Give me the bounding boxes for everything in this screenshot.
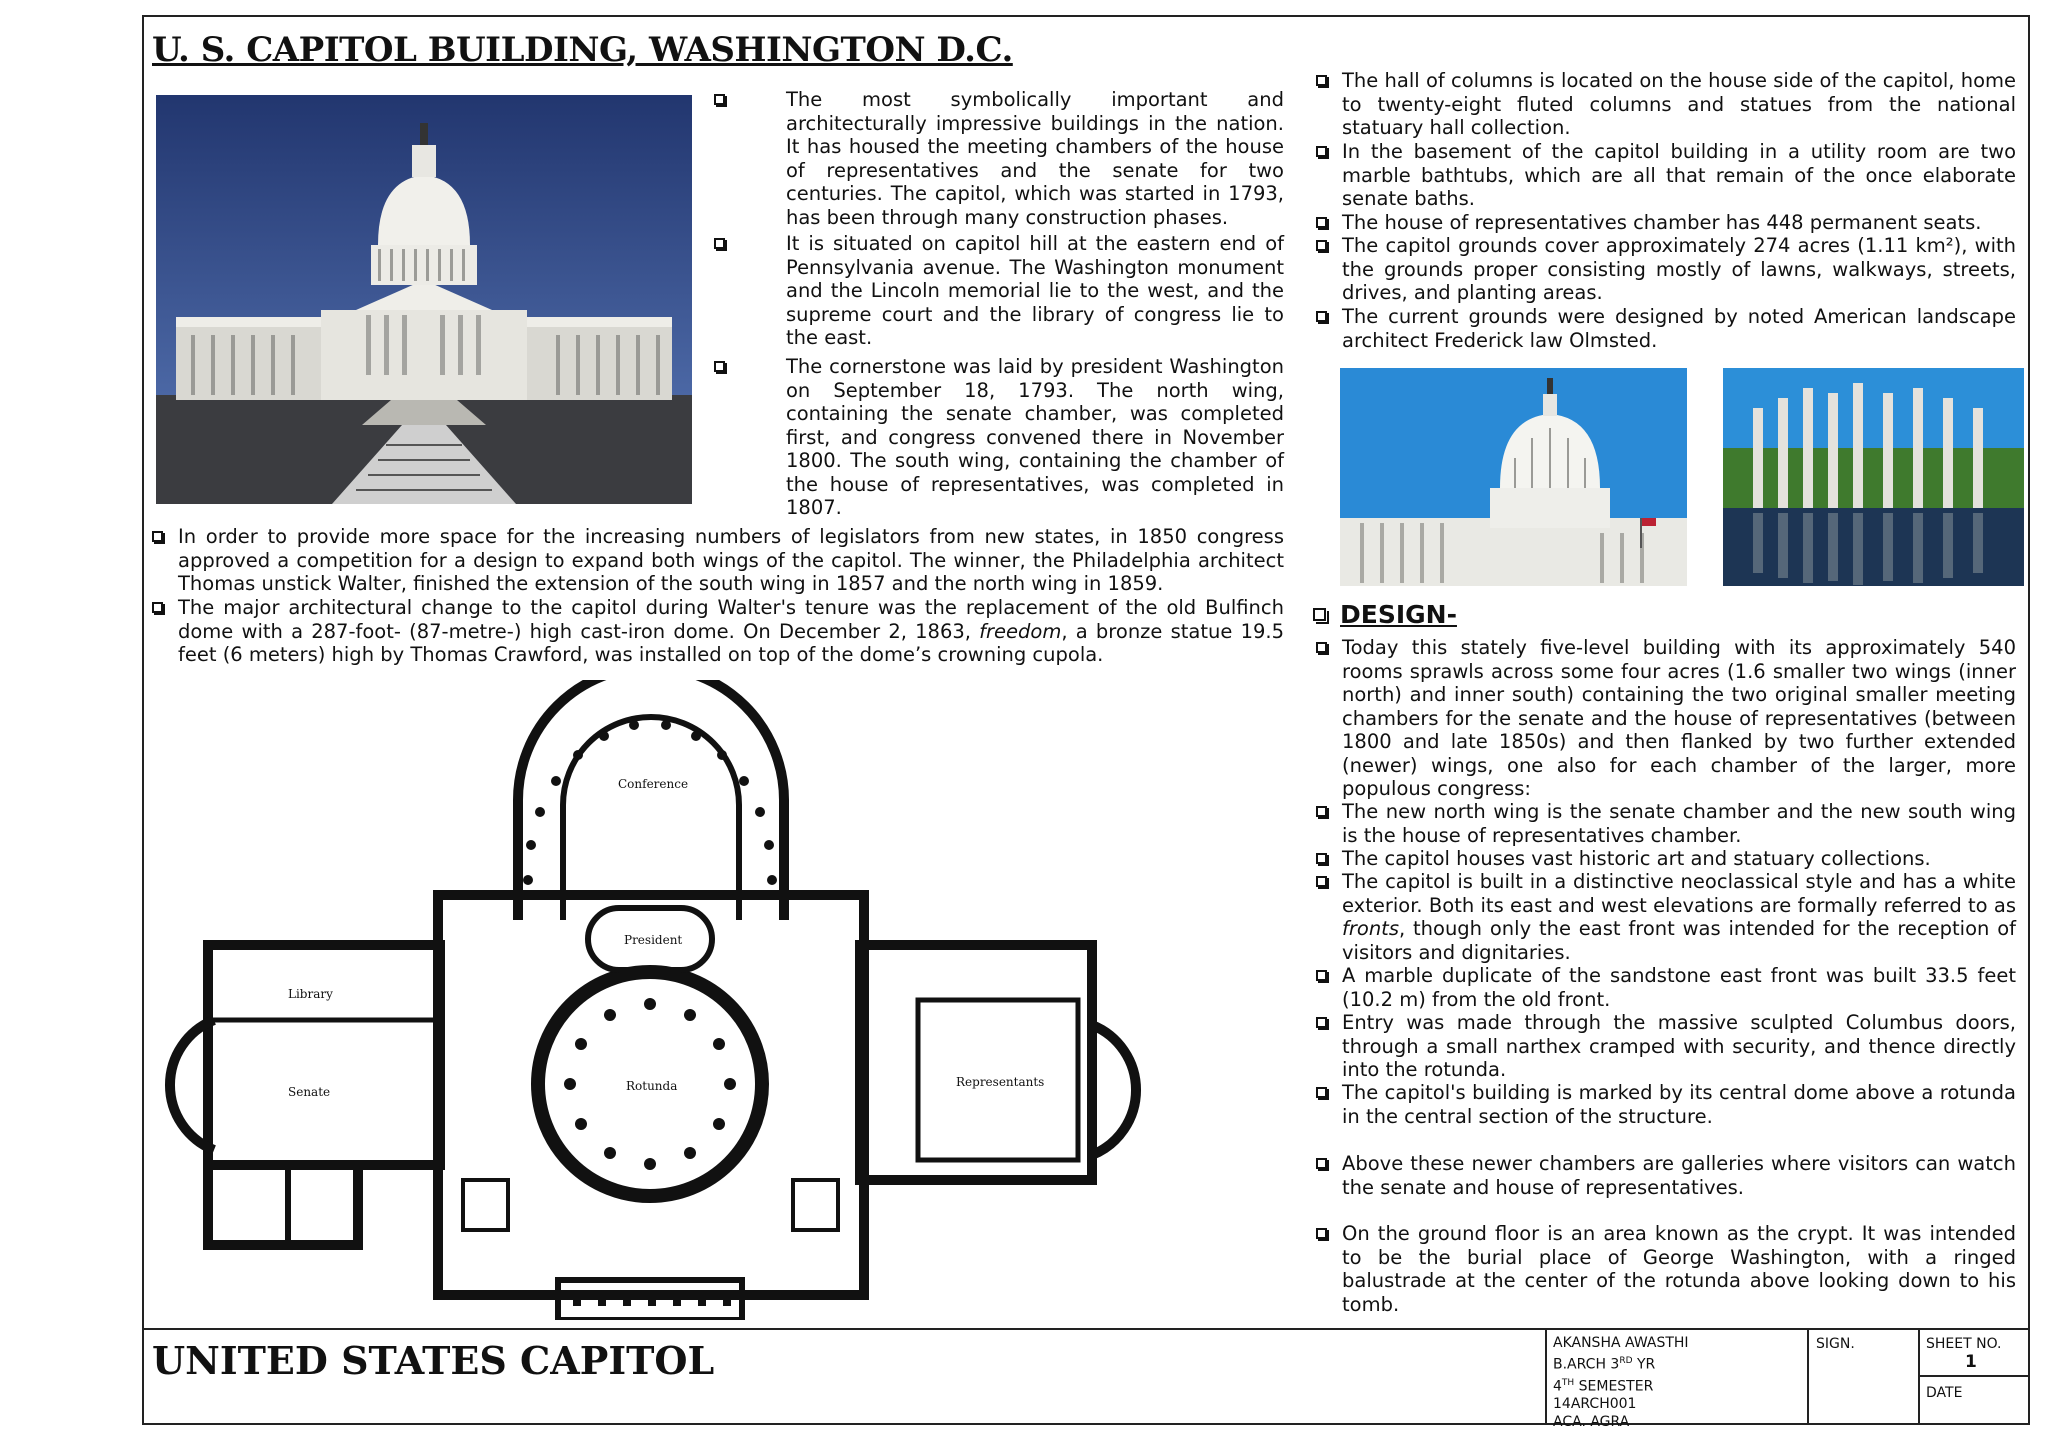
- sheet-no-value: 1: [1965, 1352, 1977, 1372]
- checkbox-bullet-icon: [714, 238, 725, 249]
- checkbox-bullet-icon: [714, 94, 725, 105]
- list-item: In order to provide more space for the increasing numbers of legislators from new states, in 1850 congress approved a competition for a design to expand both wings of the capitol. The winner, the Philadelphia architect Thomas unstick Walter, finished the extension of the south wing in 1857 and the north wing in 1859.: [152, 525, 1284, 596]
- list-item: The most symbolically important and architecturally impressive buildings in the nation. It has housed the meeting chambers of the house of representatives and the senate for two centuries. The capitol, which was started in 1793, has been through many construction phases.: [714, 88, 1284, 229]
- checkbox-bullet-icon: [1316, 1087, 1327, 1098]
- checkbox-bullet-icon: [1316, 217, 1327, 228]
- capitol-dome-photo: [1340, 368, 1687, 586]
- list-item: The new north wing is the senate chamber and the new south wing is the house of representatives chamber.: [1316, 800, 2016, 847]
- list-item: The major architectural change to the capitol during Walter's tenure was the replacement of the old Bulfinch dome with a 287-foot- (87-metre-) high cast-iron dome. On December 2, 1863, freedom, a bronze statue 19.5 feet (6 meters) high by Thomas Crawford, was installed on top of the dome’s crowning cupola.: [152, 596, 1284, 667]
- list-item: The hall of columns is located on the house side of the capitol, home to twenty-eight fluted columns and statues from the national statuary hall collection.: [1316, 69, 2016, 140]
- plan-label-conference: Conference: [618, 777, 689, 791]
- title-block-info: AKANSHA AWASTHI B.ARCH 3RD YR 4TH SEMESTER 14ARCH001 ACA. AGRA: [1553, 1335, 1689, 1431]
- checkbox-bullet-icon: [152, 602, 163, 613]
- checkbox-bullet-icon: [1316, 240, 1327, 251]
- list-item: The capitol is built in a distinctive neoclassical style and has a white exterior. Both its east and west elevations are formally referred to as fronts, though only the east front was intended for the reception of visitors and dignitaries.: [1316, 870, 2016, 964]
- list-item: The capitol grounds cover approximately 274 acres (1.11 km²), with the grounds proper consisting mostly of lawns, walkways, streets, drives, and planting areas.: [1316, 234, 2016, 305]
- list-item: It is situated on capitol hill at the eastern end of Pennsylvania avenue. The Washington monument and the Lincoln memorial lie to the west, and the supreme court and the library of congress lie to the east.: [714, 232, 1284, 350]
- checkbox-bullet-icon: [1316, 853, 1327, 864]
- title-block-divider: [1807, 1328, 1809, 1425]
- sheet-no-label: SHEET NO.: [1926, 1336, 2002, 1352]
- plan-label-library: Library: [288, 987, 333, 1001]
- checkbox-bullet-icon: [1316, 1228, 1327, 1239]
- checkbox-bullet-icon: [1316, 1017, 1327, 1028]
- list-item: Today this stately five-level building with its approximately 540 rooms sprawls across some four acres (1.6 smaller two wings (inner north) and inner south) containing the two original smaller meeting chambers for the senate and the house of representatives (between 1800 and late 1850s) and then flanked by two further extended (newer) wings, one also for each chamber of the larger, more populous congress:: [1316, 636, 2016, 801]
- list-item: Entry was made through the massive sculpted Columbus doors, through a small narthex cramped with security, and thence directly into the rotunda.: [1316, 1011, 2016, 1082]
- title-block-divider: [1545, 1328, 1547, 1425]
- list-item: The capitol's building is marked by its central dome above a rotunda in the central section of the structure.: [1316, 1081, 2016, 1128]
- list-item: The capitol houses vast historic art and statuary collections.: [1316, 847, 2016, 871]
- list-item: The current grounds were designed by noted American landscape architect Frederick law Olmsted.: [1316, 305, 2016, 352]
- plan-label-president: President: [624, 933, 683, 947]
- floor-plan-drawing: [148, 680, 1158, 1320]
- title-block-divider: [1918, 1375, 2030, 1377]
- list-item: The house of representatives chamber has 448 permanent seats.: [1316, 211, 2016, 235]
- list-item: Above these newer chambers are galleries where visitors can watch the senate and house of representatives.: [1316, 1152, 2016, 1199]
- checkbox-bullet-icon: [1316, 1158, 1327, 1169]
- design-heading: DESIGN-: [1313, 600, 1457, 629]
- checkbox-bullet-icon: [1316, 876, 1327, 887]
- sign-label: SIGN.: [1816, 1336, 1855, 1352]
- plan-label-senate: Senate: [288, 1085, 331, 1099]
- checkbox-bullet-icon: [152, 531, 163, 542]
- page-title: U. S. CAPITOL BUILDING, WASHINGTON D.C.: [152, 30, 1013, 70]
- title-block-main: UNITED STATES CAPITOL: [152, 1338, 715, 1383]
- columns-photo: [1723, 368, 2024, 586]
- checkbox-bullet-icon: [714, 361, 725, 372]
- capitol-photo: [156, 95, 692, 504]
- checkbox-bullet-icon: [1313, 608, 1326, 621]
- checkbox-bullet-icon: [1316, 146, 1327, 157]
- list-item: The cornerstone was laid by president Washington on September 18, 1793. The north wing, containing the senate chamber, was completed first, and congress convened there in November 1800. The south wing, containing the chamber of the house of representatives, was completed in 1807.: [714, 355, 1284, 520]
- checkbox-bullet-icon: [1316, 311, 1327, 322]
- list-item: In the basement of the capitol building in a utility room are two marble bathtubs, which are all that remain of the once elaborate senate baths.: [1316, 140, 2016, 211]
- list-item: A marble duplicate of the sandstone east front was built 33.5 feet (10.2 m) from the old front.: [1316, 964, 2016, 1011]
- plan-label-representants: Representants: [956, 1075, 1045, 1089]
- title-block-divider: [142, 1328, 2030, 1330]
- list-item: On the ground floor is an area known as the crypt. It was intended to be the burial place of George Washington, with a ringed balustrade at the center of the rotunda above looking down to his tomb.: [1316, 1222, 2016, 1316]
- checkbox-bullet-icon: [1316, 75, 1327, 86]
- plan-label-rotunda: Rotunda: [626, 1079, 678, 1093]
- date-label: DATE: [1926, 1385, 1963, 1401]
- checkbox-bullet-icon: [1316, 642, 1327, 653]
- checkbox-bullet-icon: [1316, 806, 1327, 817]
- checkbox-bullet-icon: [1316, 970, 1327, 981]
